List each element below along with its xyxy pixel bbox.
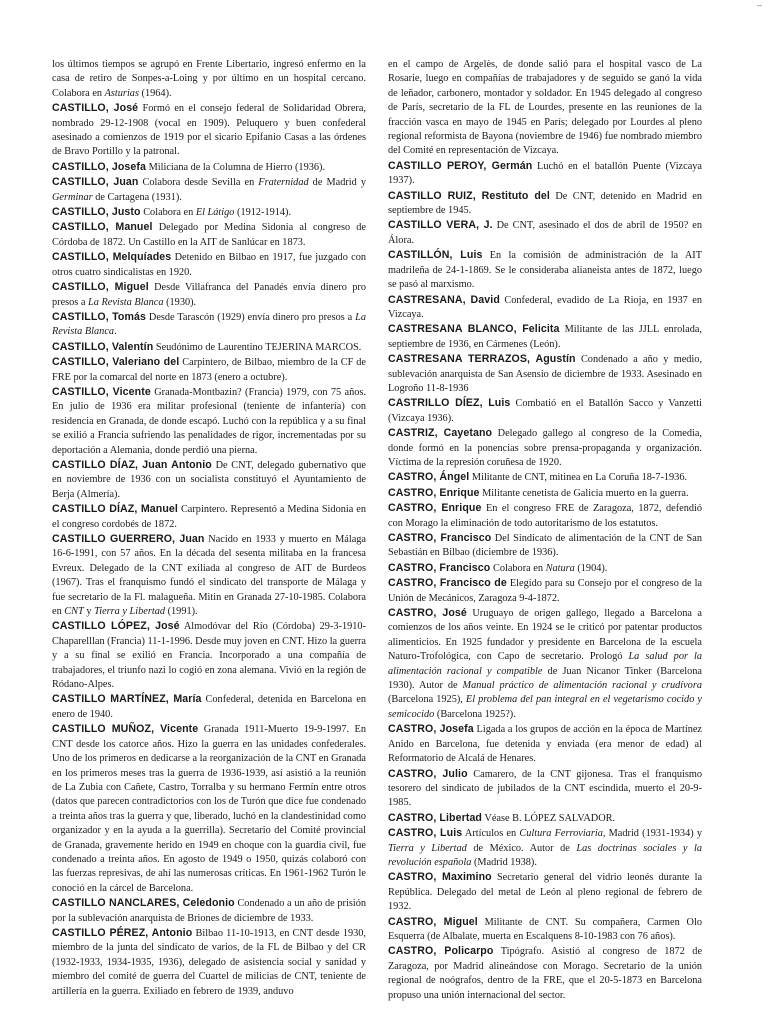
entry-name: CASTILLO, Miguel [52,281,149,294]
dictionary-entry [52,896,366,926]
dictionary-entry [52,619,366,692]
entry-text: Granada 1911-Muerto 19-9-1997. En CNT desde los catorce años. Hizo la guerra en las unidades confederales. Uno de los primeros en dedicarse a la reorganización de la CNT en Granada en los primeros meses tras la guerra de 1936-1939, así asistió a la reunión de La Zubia con Cañete, Castro, Torralba y su hermano Fermín entre otros (datos que parecen contradictorios con los de Turón que dice fue condenado a treinta años tras la guerra y que, liberado, luchó en la clandestinidad como organizador y en la ayuda a la guerrilla). Secretario del Comité provincial de Granada, gravemente herido en 1949 en choque con la guardia civil, fue condenado a treinta años. En agosto de 1949 o 1950, quizás colaboró con las fuerzas represivas, de ahí las numerosas críticas. En 1961-1962 Turón le conoció en la cárcel de Barcelona. [52,724,366,894]
dictionary-entry [388,501,702,531]
entry-name: CASTILLO LÓPEZ, José [52,620,180,633]
entry-text: Confederal, evadido de La Rioja, en 1937 en Vizcaya. [388,294,702,320]
entry-text: Carpintero. Representó a Medina Sidonia en el congreso cordobés de 1872. [52,504,366,530]
entry-text: Combatió en el Batallón Sacco y Vanzetti (Vizcaya 1936). [388,398,702,424]
entry-text: Véase B. LÓPEZ SALVADOR. [484,812,616,824]
dictionary-entry [388,870,702,914]
entry-name: CASTRIZ, Cayetano [388,427,493,440]
entry-text: Tipógrafo. Asistió al congreso de 1872 de Zaragoza, por Madrid alineándose con Morago. Secretario de la unión regional de noógrafos, dentro de la FRE, que el 20-5-1873 en Barcelona propuso una unión internacional del sector. [388,946,702,1001]
entry-name: CASTRO, Francisco de [388,577,507,590]
entry-name: CASTILLO NANCLARES, Celedonio [52,897,235,910]
dictionary-entry [52,692,366,722]
entry-text: Nacido en 1933 y muerto en Málaga 16-6-1991, con 57 años. En la década del sesenta militaba en la francesa Evreux. Delegado de la CNT exiliada al congreso de AIT de Burdeos (1967). Tras el franquismo fundó el sindicato del transporte de Málaga y fue secretario de la Fl. malagueña. Mitin en Granada 27-10-1985. Colabora en CNT y Tierra y Libertad (1991). [52,534,366,618]
entry-name: CASTRO, Maximino [388,871,492,884]
dictionary-entry [52,280,366,310]
entry-text: Militante de CNT, mitinea en La Coruña 18-7-1936. [471,472,688,484]
entry-text: Delegado gallego al congreso de la Comedia, donde formó en la ponencias sobre prensa-propaganda y organización. Víctima de la represión coruñesa de 1920. [388,428,702,468]
entry-text: En el congreso FRE de Zaragoza, 1872, defendió con Morago la eliminación de todo autoritarismo de los estatutos. [388,503,702,529]
dictionary-entry [52,926,366,999]
entry-text: Almodóvar del Río (Córdoba) 29-3-1910-Chaparelllan (Francia) 11-1-1996. Desde muy joven en CNT. Hizo la guerra y a su final se exilió en Francia. Incorporado a una compañía de trabajadores, el triunfo nazi lo cogió en zona alemana. Vivió en la región de Ródano-Alpes. [52,621,366,691]
entry-name: CASTILLO MARTÍNEZ, María [52,693,202,706]
dictionary-entry [52,101,366,160]
dictionary-entry [52,722,366,896]
dictionary-entry [388,58,702,159]
entry-name: CASTILLÓN, Luis [388,249,483,262]
entry-text: Del Sindicato de alimentación de la CNT de San Sebastián en Bilbao (diciembre de 1936). [388,533,702,559]
dictionary-entry [52,340,366,355]
entry-name: CASTRO, Miguel [388,915,478,928]
entry-text: Condenado a año y medio, sublevación anarquista de San Asensio de diciembre de 1933. Asesinado en Logroño 11-8-1936 [388,354,702,394]
entry-text: De CNT, delegado gubernativo que en noviembre de 1936 con un socialista constituyó el Ayuntamiento de Berja (Almería). [52,459,366,500]
entry-name: CASTRO, José [388,607,467,620]
entry-name: CASTILLO PÉREZ, Antonio [52,926,193,939]
dictionary-entry [388,322,702,352]
entry-name: CASTRO, Policarpo [388,945,494,958]
dictionary-entry [388,189,702,219]
dictionary-entry [388,722,702,766]
dictionary-entry [388,531,702,561]
entry-name: CASTILLO, Valentín [52,340,154,353]
dictionary-entry [388,470,702,485]
dictionary-entry [388,159,702,189]
dictionary-entry [52,250,366,280]
entry-text: Colabora desde Sevilla en Fraternidad de Madrid y Germinar de Cartagena (1931). [52,177,366,203]
entry-text: Artículos en Cultura Ferroviaria, Madrid (1931-1934) y Tierra y Libertad de México. Autor de Las doctrinas sociales y la revolución española (Madrid 1938). [388,828,702,868]
entry-name: CASTRO, Libertad [388,811,483,824]
entry-text: Militante de CNT. Su compañera, Carmen Olo Esquerra (de Albalate, muerta en Escalquens 8-10-1983 con 76 años). [388,916,702,942]
entry-text: Carpintero, de Bilbao, miembro de la CF de FRE por la comarcal del norte en 1873 (enero a octubre). [52,357,366,383]
dictionary-entry [52,220,366,250]
dictionary-entry [388,426,702,470]
entry-name: CASTILLO GUERRERO, Juan [52,533,205,545]
entry-text: Miliciana de la Columna de Hierro (1936). [148,161,326,173]
entry-name: CASTILLO, Tomás [52,310,147,323]
entry-text: En la comisión de administración de la AIT madrileña de 24-1-1869. Se le consideraba alianeista antes de 1872, luego se pasó al marxismo. [388,250,702,291]
dictionary-entry [52,205,366,220]
dictionary-entry [52,58,366,101]
entry-name: CASTRILLO DÍEZ, Luis [388,397,511,410]
entry-name: CASTRESANA, David [388,293,500,306]
dictionary-entry [52,160,366,175]
entry-name: CASTILLO, Vicente [52,385,151,398]
dictionary-entry [388,293,702,323]
entry-text: Delegado por Medina Sidonia al congreso de Córdoba de 1872. Un Castillo en la AIT de Sanlúcar en 1873. [52,222,366,248]
entry-name: CASTRO, Josefa [388,723,474,736]
entry-text: De CNT, detenido en Madrid en septiembre de 1945. [388,190,702,217]
entry-name: CASTRO, Luis [388,827,463,840]
entry-text: Condenado a un año de prisión por la sublevación anarquista de Briones de diciembre de 1933. [52,898,366,924]
entry-text: Desde Villafranca del Panadés envía dinero pro presos a La Revista Blanca (1930). [52,282,366,308]
entry-name: CASTRO, Ángel [388,471,470,484]
entry-name: CASTILLO VERA, J. [388,219,493,232]
entry-text: Bilbao 11-10-1913, en CNT desde 1930, miembro de la junta del sindicato de varios, de la FL de Bilbao y del CR (1932-1933, 1934-1935, 1936), delegado de asistencia social y sanidad y miembro del comité de guerra del Cuartel de milicias de CNT, teniente de artillería en la guerra. Exiliado en febrero de 1939, anduvo [52,927,366,997]
dictionary-entry [388,826,702,870]
entry-name: CASTRO, Enrique [388,502,482,515]
dictionary-entry [52,310,366,340]
entry-text: De CNT, asesinado el dos de abril de 1950? en Álora. [388,220,702,246]
entry-text: Camarero, de la CNT gijonesa. Tras el franquismo tesorero del sindicato de jubilados de la CNT escindida, muerto el 20-9-1985. [388,768,702,809]
entry-name: CASTILLO, Juan [52,176,139,189]
entry-name: CASTILLO, José [52,102,139,115]
entry-text: Luchó en el batallón Puente (Vizcaya 1937). [388,160,702,187]
dictionary-entry [388,396,702,426]
entry-name: CASTILLO MUÑOZ, Vicente [52,723,199,736]
entry-name: CASTRO, Julio [388,767,468,780]
entry-name: CASTRO, Enrique [388,486,480,499]
entry-text: Colabora en Natura (1904). [492,562,608,574]
entry-name: CASTILLO PEROY, Germán [388,159,533,172]
entry-name: CASTRO, Francisco [388,532,492,544]
dictionary-entry [52,458,366,502]
entry-text: en el campo de Argelès, de donde salió para el hospital vasco de La Rosarie, luego en compañías de trabajadores y de seguido se ganó la vida de leñador, carbonero, montador y soldador. En 1945 delegado al congreso de París, secretario de la FL de Lourdes, presente en las reuniones de la fracción vasca en mayo de 1945 en París; delegado por Lourdes al pleno regional reformista de Bayona (noviembre de 1946) fue nombrado miembro del Comité en representación de Vizcaya. [388,59,702,157]
entry-text: Detenido en Bilbao en 1917, fue juzgado con otros cuatro sindicalistas en 1920. [52,252,366,278]
entry-name: CASTILLO, Josefa [52,160,147,173]
entry-text: los últimos tiempos se agrupó en Frente Libertario, ingresó enfermo en la casa de retiro de Sonpes-a-Loing y por último en un hospital cercano. Colabora en Asturias (1964). [52,59,366,99]
dictionary-page [52,58,702,1018]
dictionary-entry [388,811,702,826]
right-column [388,58,702,1018]
page-marker: – [756,0,762,10]
entry-name: CASTILLO DÍAZ, Manuel [52,503,178,516]
entry-text: Granada-Montbazin? (Francia) 1979, con 75 años. En julio de 1936 era militar profesional (teniente de infantería) con residencia en Granada, de donde escapó. Luchó con la república y a su final se exilió a Francia sufriendo las penalidades de rigor, incrementadas por su deportación a Alemania, donde perdió una pierna. [52,386,366,456]
entry-name: CASTILLO, Melquíades [52,251,172,264]
entry-name: CASTRO, Francisco [388,561,491,574]
entry-text: Confederal, detenida en Barcelona en enero de 1940. [52,694,366,720]
dictionary-entry [52,532,366,619]
entry-name: CASTILLO, Manuel [52,221,153,234]
dictionary-entry [388,248,702,292]
dictionary-entry [388,944,702,1003]
entry-name: CASTRESANA BLANCO, Felicita [388,323,560,336]
dictionary-entry [52,385,366,458]
entry-name: CASTILLO RUIZ, Restituto del [388,189,550,202]
left-column [52,58,366,1018]
dictionary-entry [388,915,702,945]
entry-text: Uruguayo de origen gallego, llegado a Barcelona a comienzos de los años veinte. En 1924 se le criticó por patentar productos alimenticios. En 1925 fundador y presidente en Barcelona de la escuela Naturo-Trofológica, con Capo de secretario. Prologó La salud por la alimentación racional y compatible de Juan Nicanor Tinker (Barcelona 1930). Autor de Manual práctico de alimentación racional y crudívora (Barcelona 1925), El problema del pan integral en el vegetarismo cocido y semicocido (Barcelona 1925?). [388,608,702,720]
entry-text: Ligada a los grupos de acción en la época de Martínez Anido en Barcelona, fue detenida y enviada (era menor de edad) al Reformatorio de Alcalá de Henares. [388,724,702,765]
entry-text: Secretario general del vidrio leonés durante la República. Delegado del metal de León al pleno regional de febrero de 1932. [388,872,702,913]
entry-text: Elegido para su Consejo por el congreso de la Unión de Mecánicos, Zaragoza 9-4-1872. [388,578,702,604]
entry-text: Militante de las JJLL enrolada, septiembre de 1936, en Cármenes (León). [388,324,702,350]
dictionary-entry [388,218,702,248]
entry-name: CASTILLO DÍAZ, Juan Antonio [52,458,212,471]
entry-name: CASTILLO, Justo [52,206,141,219]
entry-name: CASTRESANA TERRAZOS, Agustín [388,353,576,366]
dictionary-entry [52,502,366,532]
dictionary-entry [52,355,366,385]
dictionary-entry [388,486,702,501]
dictionary-entry [388,767,702,811]
entry-text: Colabora en El Látigo (1912-1914). [143,207,292,219]
entry-text: Formó en el consejo federal de Solidaridad Obrera, nombrado 29-12-1908 (vocal en 1909). Peluquero y buen confederal asesinado a comienzos de 1919 por el sicario Epifanio Casas a las órdenes de Bravo Portillo y la patronal. [52,103,366,158]
dictionary-entry [388,606,702,722]
entry-text: Desde Tarascón (1929) envía dinero pro presos a La Revista Blanca. [52,311,366,338]
entry-text: Seudónimo de Laurentino TEJERINA MARCOS. [155,341,362,353]
dictionary-entry [52,175,366,205]
dictionary-entry [388,576,702,606]
dictionary-entry [388,352,702,396]
entry-name: CASTILLO, Valeriano del [52,356,180,369]
entry-text: Militante cenetista de Galicia muerto en la guerra. [482,487,689,499]
dictionary-entry [388,561,702,576]
